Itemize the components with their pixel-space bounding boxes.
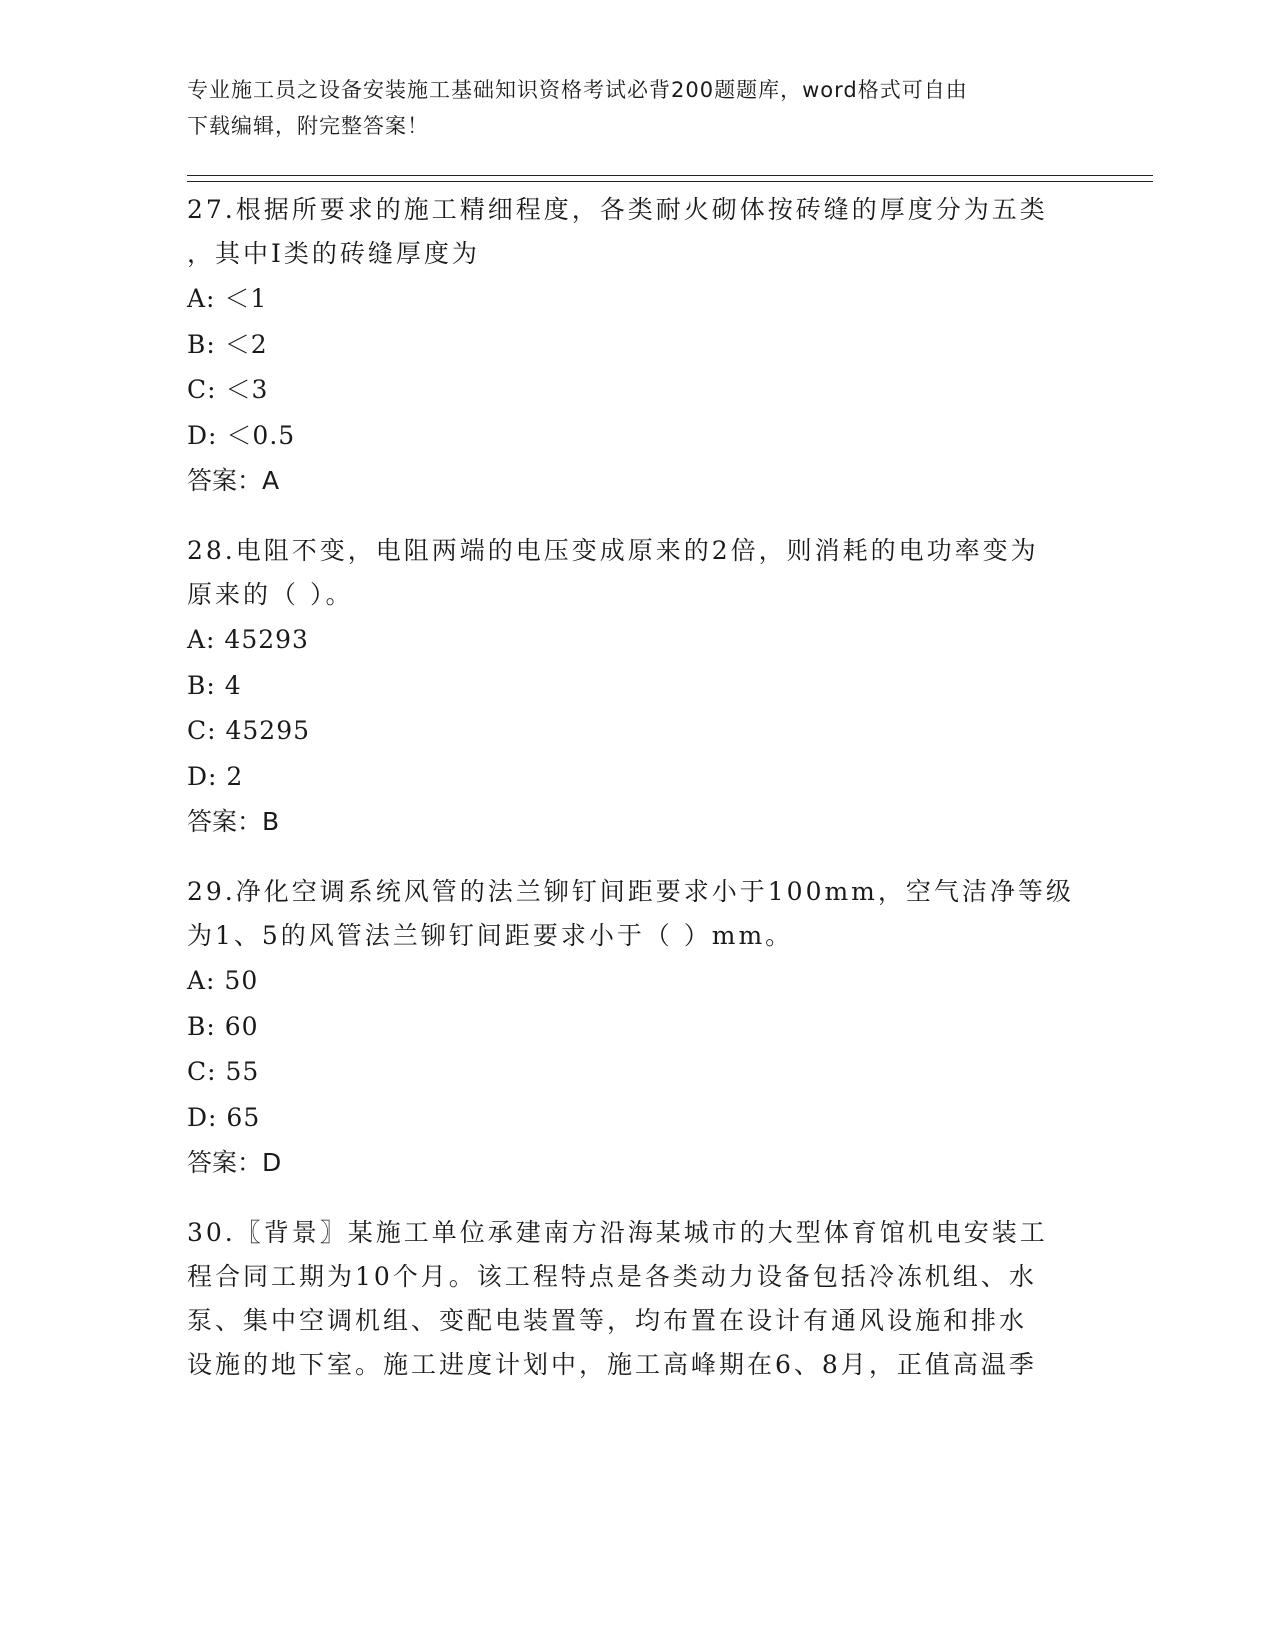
option-a: A: ＜1 (187, 284, 268, 313)
option-b: B: ＜2 (187, 329, 268, 359)
header-divider-top (187, 175, 1153, 176)
question-stem-line: 程合同工期为10个月。该工程特点是各类动力设备包括冷冻机组、水 (187, 1262, 1037, 1291)
header-line-2: 下载编辑，附完整答案！ (187, 114, 429, 138)
option-c: C: 55 (187, 1057, 260, 1086)
option-a: A: 50 (187, 966, 259, 995)
question-stem-line: 29.净化空调系统风管的法兰铆钉间距要求小于100mm，空气洁净等级 (187, 877, 1074, 906)
option-a: A: 45293 (187, 625, 309, 654)
header-divider-bottom (187, 181, 1153, 182)
answer-line: 答案：A (187, 466, 280, 495)
header-line-1: 专业施工员之设备安装施工基础知识资格考试必背200题题库，word格式可自由 (187, 78, 968, 102)
question-stem-line: 30.〖背景〗某施工单位承建南方沿海某城市的大型体育馆机电安装工 (187, 1218, 1048, 1247)
question-stem-line: 泵、集中空调机组、变配电装置等，均布置在设计有通风设施和排水 (187, 1306, 1028, 1335)
question-stem-line: ，其中Ⅰ类的砖缝厚度为 (187, 239, 480, 268)
option-d: D: 2 (187, 761, 244, 791)
answer-line: 答案：B (187, 807, 280, 836)
question-stem-line: 设施的地下室。施工进度计划中，施工高峰期在6、8月，正值高温季 (187, 1350, 1037, 1379)
option-c: C: 45295 (187, 716, 311, 745)
question-stem-line: 27.根据所要求的施工精细程度，各类耐火砌体按砖缝的厚度分为五类 (187, 195, 1048, 224)
question-30 (187, 1211, 1087, 1387)
option-d: D: ＜0.5 (187, 420, 296, 450)
option-c: C: ＜3 (187, 375, 269, 404)
question-28 (187, 529, 1087, 844)
option-b: B: 4 (187, 670, 242, 700)
question-stem-line: 28.电阻不变，电阻两端的电压变成原来的2倍，则消耗的电功率变为 (187, 536, 1039, 565)
question-29 (187, 870, 1087, 1185)
answer-line: 答案：D (187, 1148, 282, 1177)
option-d: D: 65 (187, 1102, 261, 1132)
question-stem-line: 为1、5的风管法兰铆钉间距要求小于（ ）mm。 (187, 921, 794, 950)
question-stem-line: 原来的（ ）。 (187, 580, 354, 609)
question-list (187, 188, 1087, 1413)
question-27 (187, 188, 1087, 503)
document-header (187, 72, 1067, 144)
option-b: B: 60 (187, 1011, 259, 1041)
